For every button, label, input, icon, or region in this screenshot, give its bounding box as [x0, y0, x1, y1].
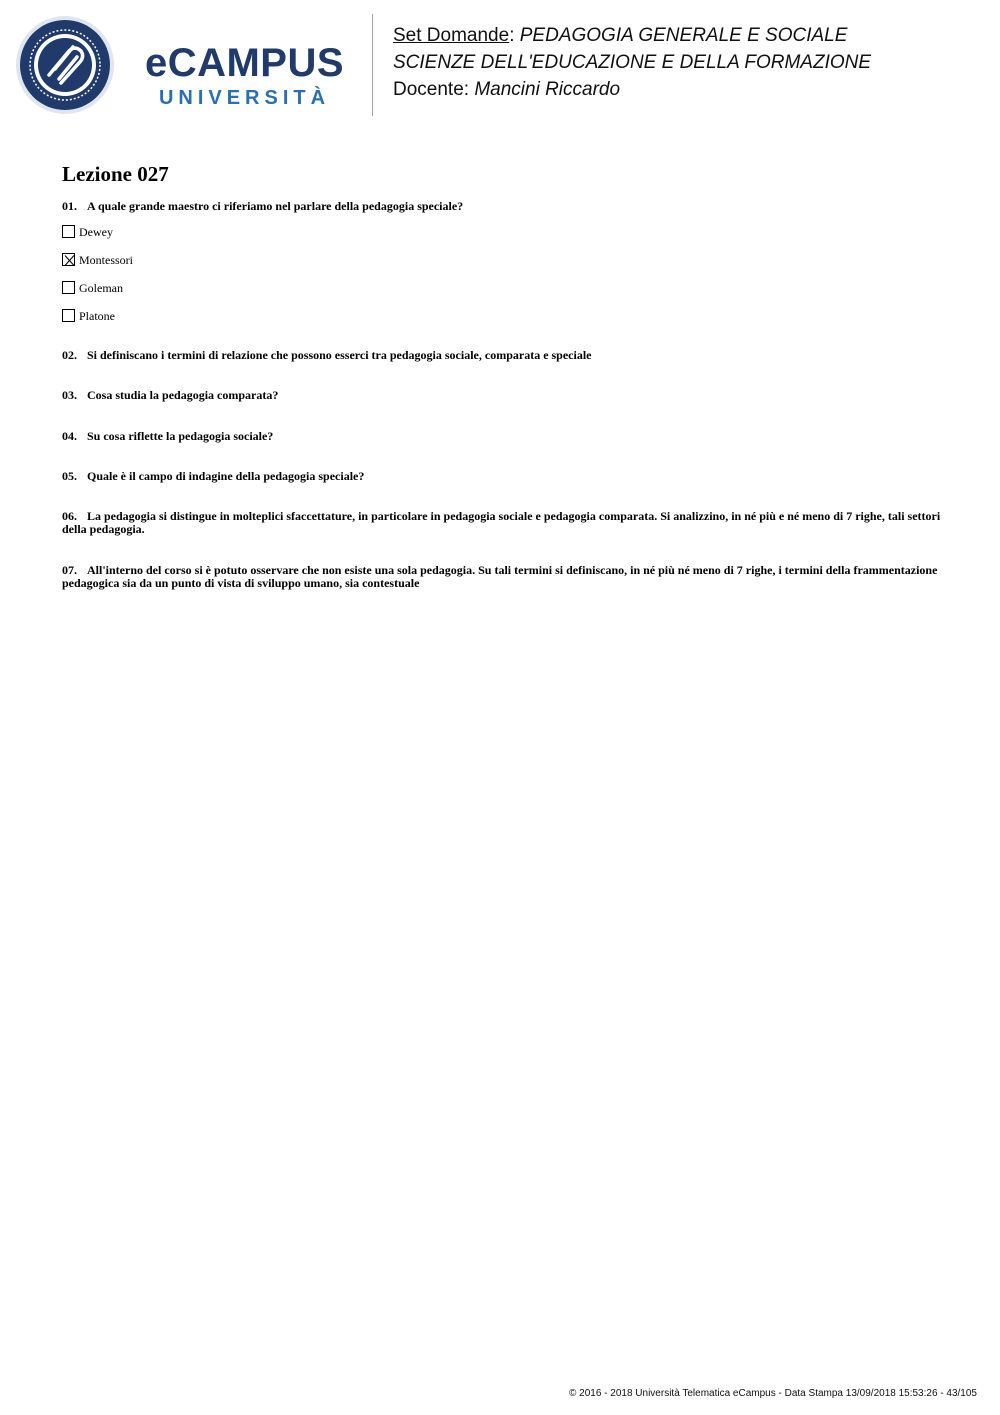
answer-option	[62, 225, 942, 253]
answer-checkbox[interactable]	[62, 281, 75, 294]
course-line-2: SCIENZE DELL'EDUCAZIONE E DELLA FORMAZIONE	[393, 52, 872, 73]
answer-option	[62, 253, 942, 281]
question-block	[62, 564, 942, 590]
question-text	[62, 389, 942, 402]
question-number: 04.	[62, 429, 77, 443]
page-header	[0, 0, 1000, 130]
question-body: Cosa studia la pedagogia comparata?	[87, 388, 279, 402]
teacher-name: Mancini Riccardo	[474, 79, 621, 100]
question-number: 06.	[62, 509, 77, 523]
question-block	[62, 430, 942, 443]
teacher-line	[393, 76, 993, 103]
question-body: All'interno del corso si è potuto osservare che non esiste una sola pedagogia. Su tali termini si definiscano, in né più né meno di 7 righe, i termini della frammentazione pedagogica sia da un punto di vista di sviluppo umano, sia contestuale	[62, 563, 938, 590]
question-block	[62, 389, 942, 402]
question-body: Quale è il campo di indagine della pedagogia speciale?	[87, 469, 365, 483]
question-text	[62, 510, 942, 536]
question-block	[62, 200, 942, 337]
set-label: Set Domande	[393, 25, 510, 46]
question-block	[62, 470, 942, 483]
answer-checkbox[interactable]	[62, 309, 75, 322]
question-number: 02.	[62, 348, 77, 362]
answer-label: Goleman	[79, 281, 123, 295]
question-block	[62, 510, 942, 536]
question-block	[62, 349, 942, 362]
answer-label: Montessori	[79, 253, 133, 267]
question-text	[62, 430, 942, 443]
course-line-1: PEDAGOGIA GENERALE E SOCIALE	[519, 25, 848, 46]
set-colon: :	[509, 25, 515, 46]
question-text	[62, 200, 942, 213]
answer-label: Platone	[79, 309, 115, 323]
answer-label: Dewey	[79, 225, 113, 239]
question-number: 07.	[62, 563, 77, 577]
question-number: 01.	[62, 199, 77, 213]
question-body: A quale grande maestro ci riferiamo nel parlare della pedagogia speciale?	[87, 199, 464, 213]
question-text	[62, 470, 942, 483]
set-line	[393, 22, 993, 49]
question-number: 03.	[62, 388, 77, 402]
question-body: La pedagogia si distingue in molteplici sfaccettature, in particolare in pedagogia sociale e pedagogia comparata. Si analizzino, in né più e né meno di 7 righe, tali settori della pedagogia.	[62, 509, 941, 536]
lesson-content	[62, 160, 942, 590]
check-x-icon	[63, 254, 76, 267]
teacher-label: Docente:	[393, 79, 470, 100]
question-body: Si definiscano i termini di relazione che possono esserci tra pedagogia sociale, comparata e speciale	[87, 348, 592, 362]
brand-subtitle: UNIVERSITÀ	[158, 87, 331, 109]
question-text	[62, 349, 942, 362]
lesson-title: Lezione 027	[62, 162, 169, 186]
answer-checkbox[interactable]	[62, 225, 75, 238]
page-footer: © 2016 - 2018 Università Telematica eCampus - Data Stampa 13/09/2018 15:53:26 - 43/105	[569, 1388, 977, 1399]
question-body: Su cosa riflette la pedagogia sociale?	[87, 429, 274, 443]
university-seal-logo	[15, 15, 115, 115]
question-text	[62, 564, 942, 590]
header-divider	[372, 14, 373, 116]
question-number: 05.	[62, 469, 77, 483]
answer-option	[62, 281, 942, 309]
header-info	[393, 22, 993, 103]
answer-option	[62, 309, 942, 337]
answer-options	[62, 225, 942, 337]
ecampus-wordmark	[132, 40, 357, 112]
answer-checkbox-checked[interactable]	[62, 253, 75, 266]
brand-name: eCAMPUS	[144, 41, 345, 85]
